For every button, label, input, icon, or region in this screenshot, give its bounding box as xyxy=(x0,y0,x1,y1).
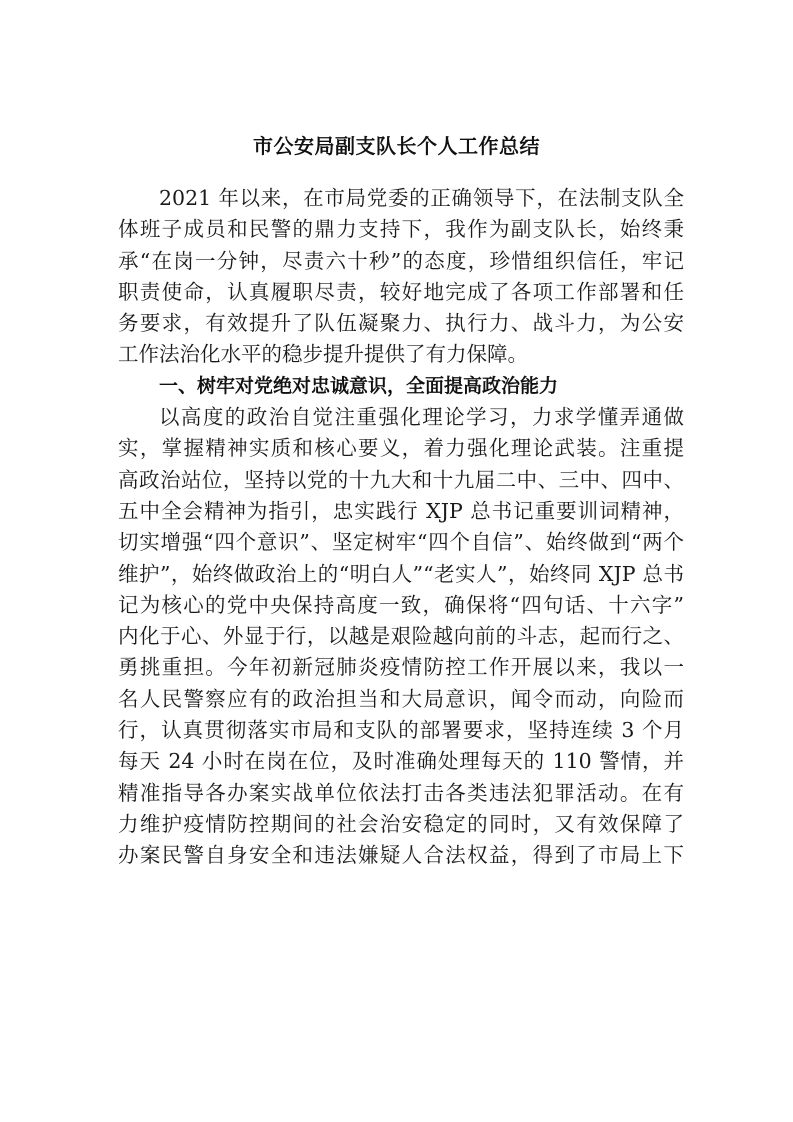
text-line: 办案民警自身安全和违法嫌疑人合法权益，得到了市局上下 xyxy=(118,843,684,868)
text-line: 勇挑重担。今年初新冠肺炎疫情防控工作开展以来，我以一 xyxy=(118,655,684,680)
text-line: 务要求，有效提升了队伍凝聚力、执行力、战斗力，为公安 xyxy=(118,311,684,336)
text-line: 行，认真贯彻落实市局和支队的部署要求，坚持连续 3 个月 xyxy=(118,718,684,743)
text-line: 五中全会精神为指引，忠实践行 XJP 总书记重要训词精神， xyxy=(118,498,684,523)
paragraph-intro xyxy=(118,183,684,872)
text-line: 每天 24 小时在岗在位，及时准确处理每天的 110 警情，并 xyxy=(118,749,684,774)
text-line: 内化于心、外显于行，以越是艰险越向前的斗志，起而行之、 xyxy=(118,624,684,649)
text-line: 2021 年以来，在市局党委的正确领导下，在法制支队全 xyxy=(159,186,684,210)
text-line: 高政治站位，坚持以党的十九大和十九届二中、三中、四中、 xyxy=(118,467,684,492)
text-line: 体班子成员和民警的鼎力支持下，我作为副支队长，始终秉 xyxy=(118,217,684,242)
text-line: 实，掌握精神实质和核心要义，着力强化理论武装。注重提 xyxy=(118,436,684,461)
text-line: 维护”，始终做政治上的“明白人”“老实人”，始终同 XJP 总书 xyxy=(118,561,684,586)
text-line: 力维护疫情防控期间的社会治安稳定的同时，又有效保障了 xyxy=(118,811,684,836)
text-line: 承“在岗一分钟，尽责六十秒”的态度，珍惜组织信任，牢记 xyxy=(118,248,684,273)
text-line: 记为核心的党中央保持高度一致，确保将“四句话、十六字” xyxy=(118,592,684,617)
text-line: 职责使命，认真履职尽责，较好地完成了各项工作部署和任 xyxy=(118,279,684,304)
text-line: 切实增强“四个意识”、坚定树牢“四个自信”、始终做到“两个 xyxy=(118,530,684,555)
document-title: 市公安局副支队长个人工作总结 xyxy=(253,134,540,158)
text-line: 以高度的政治自觉注重强化理论学习，力求学懂弄通做 xyxy=(159,405,684,430)
text-line: 名人民警察应有的政治担当和大局意识，闻令而动，向险而 xyxy=(118,686,684,711)
text-line: 工作法治化水平的稳步提升提供了有力保障。 xyxy=(118,342,528,367)
section-heading: 一、树牢对党绝对忠诚意识，全面提高政治能力 xyxy=(159,374,559,397)
text-line: 精准指导各办案实战单位依法打击各类违法犯罪活动。在有 xyxy=(118,780,684,805)
